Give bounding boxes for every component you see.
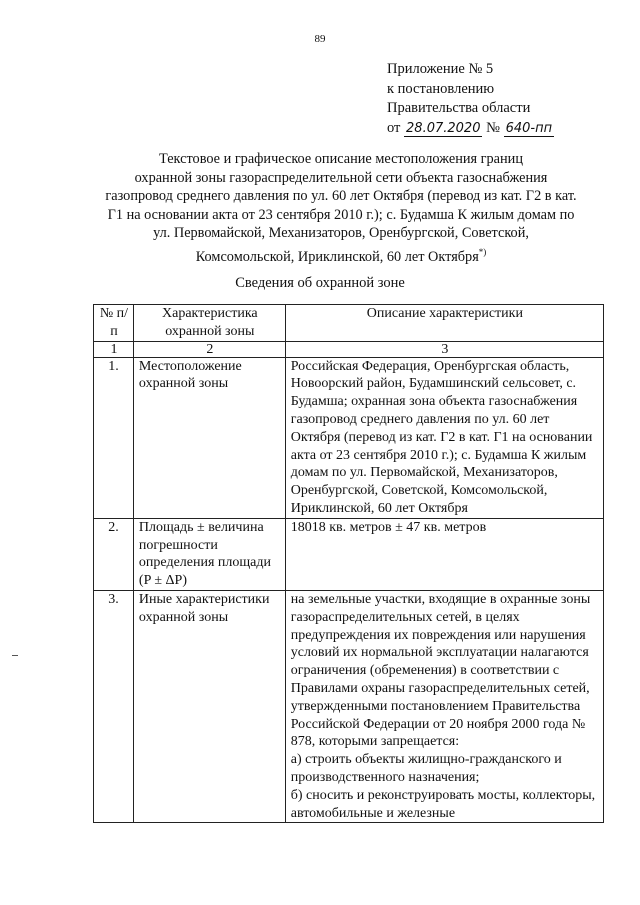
row-description: 18018 кв. метров ± 47 кв. метров: [285, 518, 603, 590]
protection-zone-table: [93, 304, 604, 823]
restriction-item: б) сносить и реконструировать мосты, коллекторы, автомобильные и железные: [290, 787, 596, 821]
title-line: газопровод среднего давления по ул. 60 лет Октября (перевод из кат. Г2 в кат.: [105, 188, 577, 205]
title-line-last: [100, 243, 582, 267]
row-description: Российская Федерация, Оренбургская область, Новоорский район, Будамшинский сельсовет, с. Будамша; охранная зона объекта газоснабжения газопровод среднего давления по ул. 60 лет Октября (перевод из кат. Г2 в кат. Г1 на основании акта от 23 сентября 2010 г.); с. Будамша К жилым домам по ул. Первомайской, Механизаторов, Оренбургской, Советской, Комсомольской, Ириклинской, 60 лет Октября: [285, 357, 603, 518]
row-number: 2.: [94, 518, 134, 590]
margin-mark: [12, 655, 18, 656]
column-number: 1: [94, 341, 134, 357]
appendix-decree: к постановлению: [387, 80, 495, 97]
title-line: охранной зоны газораспределительной сети объекта газоснабжения: [134, 169, 548, 186]
date-prefix: от: [387, 119, 401, 136]
footnote-mark: *): [478, 246, 487, 257]
table-row: [94, 518, 604, 590]
header-characteristic: Характеристика охранной зоны: [133, 305, 285, 342]
table-row: [94, 357, 604, 518]
row-description-cell: [285, 590, 603, 822]
number-value: 640-пп: [505, 120, 553, 136]
title-line: Комсомольской, Ириклинской, 60 лет Октября: [195, 248, 479, 265]
section-subtitle: Сведения об охранной зоне: [235, 275, 405, 291]
page-number: 89: [314, 33, 326, 45]
restriction-item: а) строить объекты жилищно-гражданского и производственного назначения;: [290, 752, 562, 785]
column-number: 2: [133, 341, 285, 357]
appendix-title: Приложение № 5: [387, 61, 494, 77]
table-row: [94, 590, 604, 822]
title-line: Текстовое и графическое описание местоположения границ: [159, 151, 523, 167]
column-numbers-row: [94, 341, 604, 357]
row-number: 3.: [94, 590, 134, 822]
row-characteristic: Площадь ± величина погрешности определения площади (P ± ΔP): [133, 518, 285, 590]
number-label: №: [486, 119, 500, 136]
column-number: 3: [285, 341, 603, 357]
row-characteristic: Местоположение охранной зоны: [133, 357, 285, 518]
appendix-block: [387, 60, 554, 138]
appendix-date-line: [387, 119, 554, 139]
title-line: Г1 на основании акта от 23 сентября 2010 г.); с. Будамша К жилым домам по: [107, 206, 575, 223]
header-number: № п/п: [94, 305, 134, 342]
document-title: [100, 150, 582, 267]
appendix-government: Правительства области: [387, 100, 531, 116]
row-number: 1.: [94, 357, 134, 518]
header-description: Описание характеристики: [285, 305, 603, 342]
date-value: 28.07.2020: [406, 120, 481, 136]
table-header-row: [94, 305, 604, 342]
row-characteristic: Иные характеристики охранной зоны: [133, 590, 285, 822]
title-line: ул. Первомайской, Механизаторов, Оренбургской, Советской,: [153, 225, 529, 242]
row-description: на земельные участки, входящие в охранные зоны газораспределительных сетей, в целях предупреждения их повреждения или нарушения условий их нормальной эксплуатации налагаются ограничения (обременения) в соответствии с Правилами охраны газораспределительных сетей, утвержденными постановлением Правительства Российской Федерации от 20 ноября 2000 года № 878, которыми запрещается:: [290, 591, 591, 750]
